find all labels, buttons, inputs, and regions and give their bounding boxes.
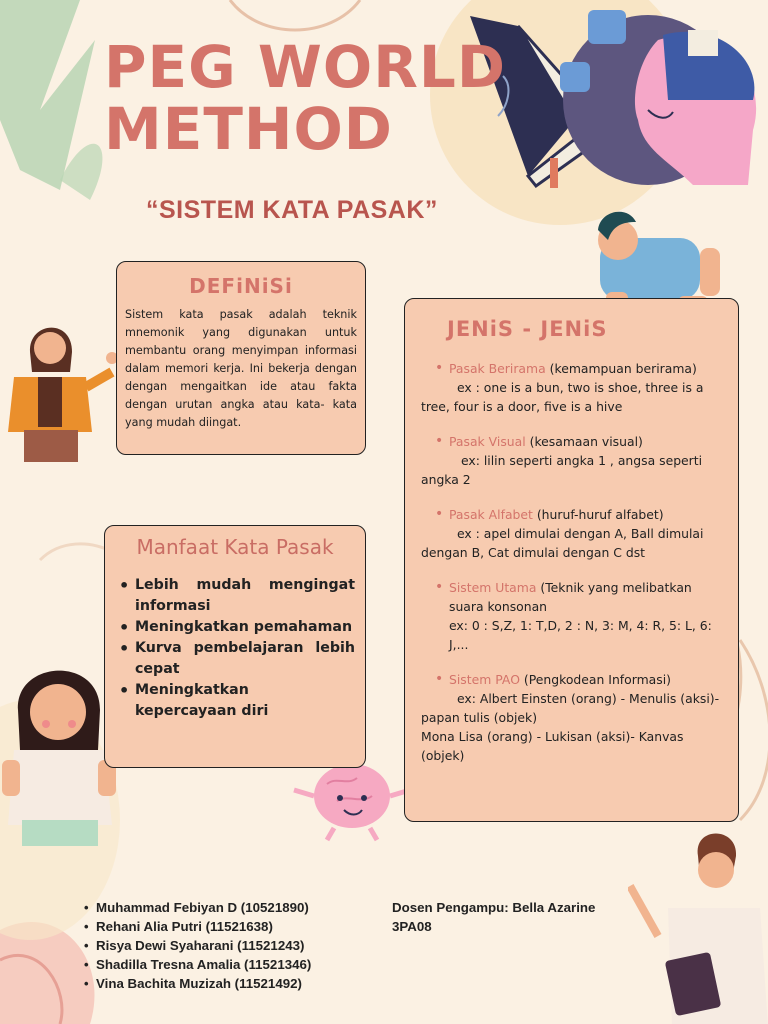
list-item: • Muhammad Febiyan D (10521890) (84, 898, 311, 917)
types-heading: JENiS - JENiS (447, 317, 608, 341)
type-item (421, 359, 722, 416)
list-item: • Risya Dewi Syaharani (11521243) (84, 936, 311, 955)
title-line-2: METHOD (104, 95, 393, 163)
type-desc: (kemampuan berirama) (545, 361, 697, 376)
definition-heading: DEFiNiSi (189, 274, 293, 298)
list-item: • Meningkatkan kepercayaan diri (115, 680, 355, 722)
definition-card (116, 261, 366, 455)
type-item (421, 505, 722, 562)
type-desc: (kesamaan visual) (525, 434, 643, 449)
lecturer-info (392, 898, 595, 936)
person-clipboard-icon (628, 826, 768, 1024)
type-desc: (Teknik yang melibatkan suara konsonan (449, 580, 692, 614)
type-example: ex : apel dimulai dengan A, Ball dimulai dengan B, Cat dimulai dengan C dst (421, 526, 704, 560)
type-example: ex: 0 : S,Z, 1: T,D, 2 : N, 3: M, 4: R, 5: L, 6: J,... (449, 618, 712, 652)
lecturer-name: Dosen Pengampu: Bella Azarine (392, 900, 596, 915)
person-pointing-icon (0, 312, 120, 472)
type-item (421, 432, 722, 489)
benefits-card (104, 525, 366, 768)
definition-text: Sistem kata pasak adalah teknik mnemonik yang digunakan untuk membantu orang menyimpan informasi dalam memori kerja. Ini bekerja dengan dengan mengaitkan ide atau fakta dengan urutan angka atau kata- kata yang mudah diingat. (125, 308, 357, 429)
type-name: Pasak Alfabet (449, 507, 533, 522)
head-puzzle-icon (548, 0, 768, 200)
title-line-1: PEG WORLD (104, 33, 506, 101)
list-item: • Kurva pembelajaran lebih cepat (115, 638, 355, 680)
page-title (104, 33, 506, 163)
type-name: Pasak Berirama (449, 361, 546, 376)
type-desc: (huruf-huruf alfabet) (532, 507, 664, 522)
list-item: • Lebih mudah mengingat informasi (115, 575, 355, 617)
list-item: • Vina Bachita Muzizah (11521492) (84, 974, 311, 993)
type-item (421, 578, 722, 654)
benefits-list (115, 575, 355, 722)
type-example: ex: lilin seperti angka 1 , angsa seperti angka 2 (421, 453, 703, 487)
type-example-2: Mona Lisa (orang) - Lukisan (aksi)- Kanvas (objek) (421, 729, 684, 763)
subtitle: “SISTEM KATA PASAK” (146, 196, 438, 224)
types-card (404, 298, 739, 822)
class-code: 3PA08 (392, 919, 432, 934)
member-list (84, 898, 311, 993)
type-name: Sistem Utama (449, 580, 537, 595)
type-example: ex: Albert Einsten (orang) - Menulis (aksi)- papan tulis (objek) (421, 691, 720, 725)
type-name: Pasak Visual (449, 434, 526, 449)
benefits-heading: Manfaat Kata Pasak (136, 535, 334, 559)
type-name: Sistem PAO (449, 672, 520, 687)
brain-icon (282, 756, 422, 846)
list-item: • Meningkatkan pemahaman (115, 617, 355, 638)
type-item (421, 670, 722, 765)
type-example: ex : one is a bun, two is shoe, three is a tree, four is a door, five is a hive (421, 380, 704, 414)
list-item: • Rehani Alia Putri (11521638) (84, 917, 311, 936)
type-desc: (Pengkodean Informasi) (519, 672, 672, 687)
list-item: • Shadilla Tresna Amalia (11521346) (84, 955, 311, 974)
